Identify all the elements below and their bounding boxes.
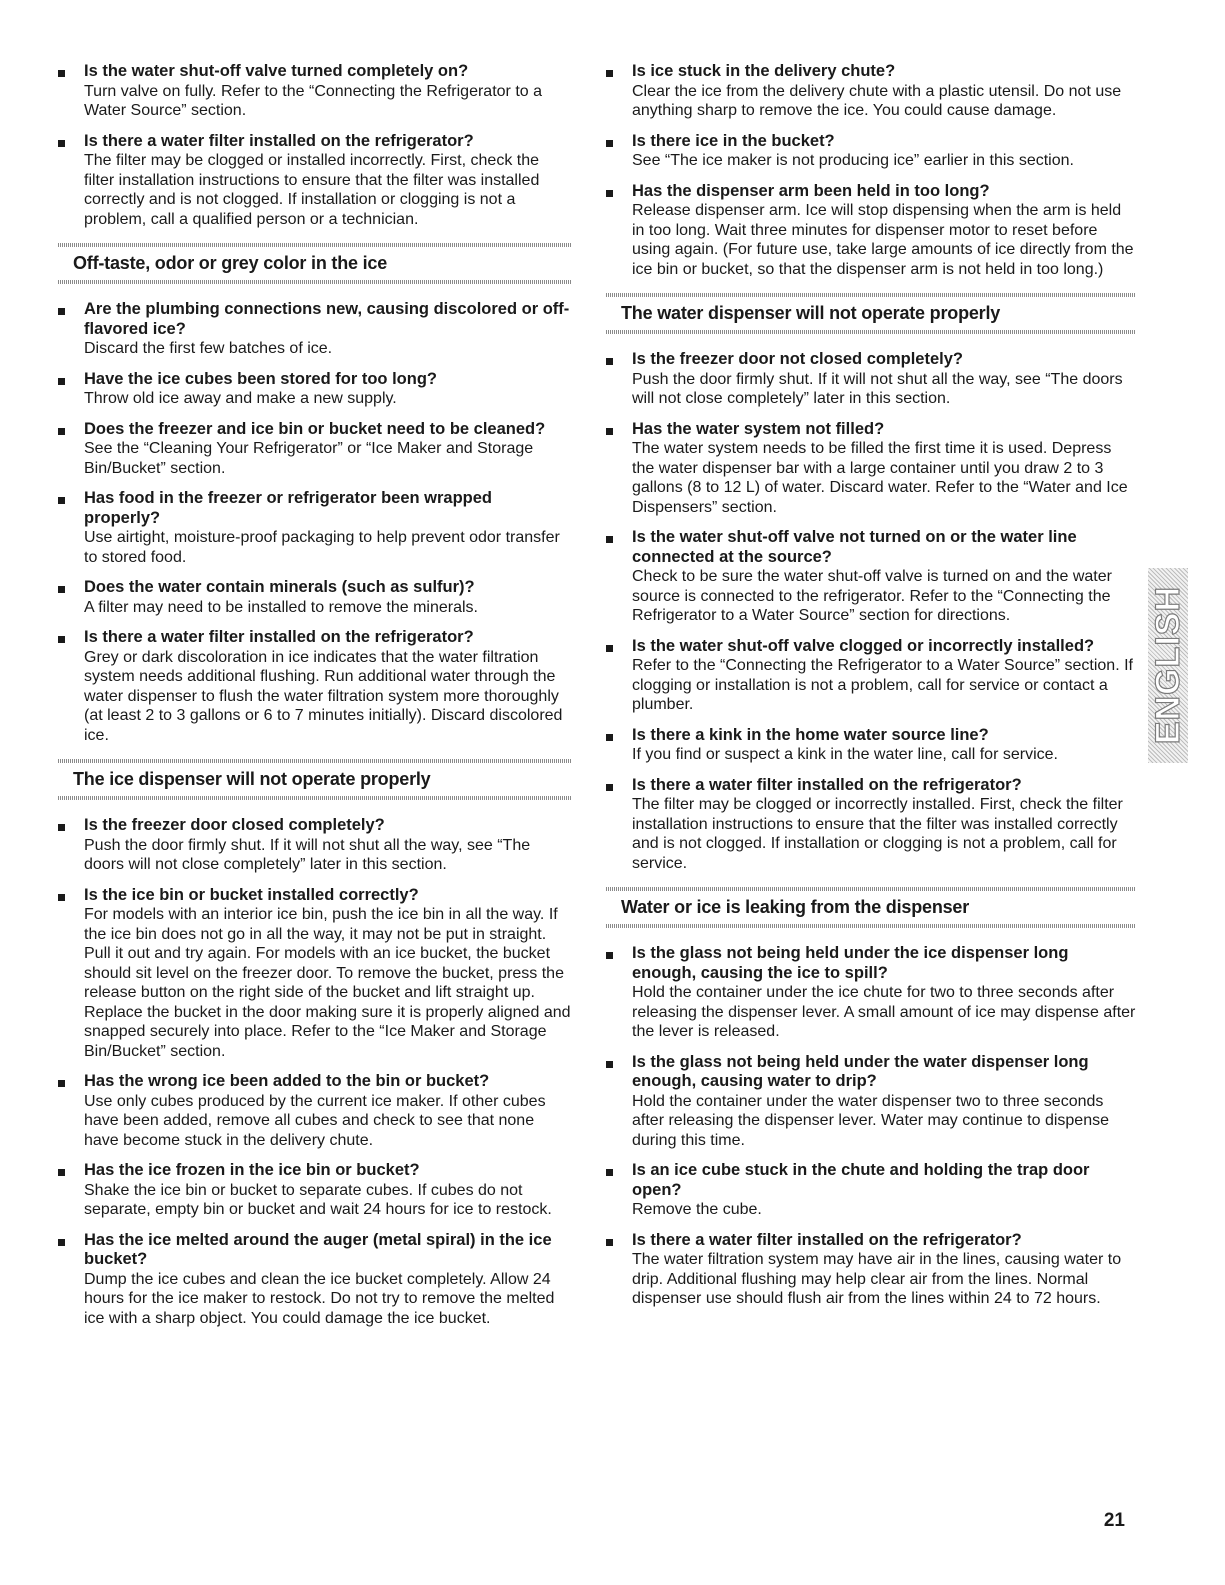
item-question: Is the glass not being held under the water dispenser long enough, causing water to drip? — [632, 1052, 1089, 1090]
section-divider — [58, 280, 572, 284]
item-answer: Clear the ice from the delivery chute with a plastic utensil. Do not use anything sharp to remove the ice. You could cause damage. — [632, 82, 1122, 119]
item-answer: See the “Cleaning Your Refrigerator” or “Ice Maker and Storage Bin/Bucket” section. — [84, 440, 534, 477]
bullet-icon — [606, 358, 613, 365]
troubleshooting-item — [58, 132, 572, 230]
item-question: Have the ice cubes been stored for too long? — [84, 369, 437, 388]
troubleshooting-item — [58, 420, 572, 479]
bullet-icon — [606, 784, 613, 791]
item-question: Is the water shut-off valve not turned on or the water line connected at the source? — [632, 528, 1077, 566]
item-question: Are the plumbing connections new, causing discolored or off-flavored ice? — [84, 300, 570, 338]
bullet-icon — [58, 70, 65, 77]
item-question: Has the water system not filled? — [632, 419, 885, 438]
bullet-icon — [58, 378, 65, 385]
bullet-icon — [606, 70, 613, 77]
bullet-icon — [606, 645, 613, 652]
item-answer: The water filtration system may have air in the lines, causing water to drip. Additional flushing may help clear air from the lines. Normal dispenser use should flush air from the lines within 24 to 72 hours. — [632, 1251, 1122, 1307]
item-question: Is there a water filter installed on the refrigerator? — [84, 131, 474, 150]
item-answer: Check to be sure the water shut-off valve is turned on and the water source is connected to the refrigerator. Refer to the “Connecting the Refrigerator to a Water Source” section for directions. — [632, 568, 1112, 624]
item-question: Has the ice melted around the auger (metal spiral) in the ice bucket? — [84, 1230, 552, 1268]
item-answer: If you find or suspect a kink in the water line, call for service. — [632, 746, 1058, 763]
bullet-icon — [606, 1169, 613, 1176]
section-title: Water or ice is leaking from the dispenser — [621, 897, 970, 917]
item-answer: Shake the ice bin or bucket to separate cubes. If cubes do not separate, empty bin or bucket and wait 24 hours for ice to restock. — [84, 1181, 552, 1218]
item-answer: Hold the container under the ice chute for two to three seconds after releasing the dispenser lever. A small amount of ice may dispense after the lever is released. — [632, 984, 1136, 1040]
item-answer: See “The ice maker is not producing ice” earlier in this section. — [632, 152, 1074, 169]
item-answer: The water system needs to be filled the first time it is used. Depress the water dispenser bar with a large container until you draw 2 to 3 gallons (8 to 12 L) of water. Discard water. Refer to the “Water and Ice Dispensers” section. — [632, 440, 1128, 516]
item-answer: Discard the first few batches of ice. — [84, 340, 333, 357]
troubleshooting-item — [58, 578, 572, 617]
troubleshooting-item — [58, 816, 572, 875]
item-question: Is there ice in the bucket? — [632, 131, 835, 150]
troubleshooting-item — [58, 886, 572, 1062]
troubleshooting-item — [606, 132, 1136, 171]
item-question: Has the wrong ice been added to the bin or bucket? — [84, 1072, 490, 1090]
page-number: 21 — [1103, 1510, 1125, 1531]
item-question: Is the water shut-off valve clogged or incorrectly installed? — [632, 636, 1095, 655]
troubleshooting-item — [58, 370, 572, 409]
bullet-icon — [58, 586, 65, 593]
bullet-icon — [58, 636, 65, 643]
item-answer: A filter may need to be installed to remove the minerals. — [84, 598, 478, 616]
troubleshooting-item — [606, 350, 1136, 409]
item-answer: Release dispenser arm. Ice will stop dispensing when the arm is held in too long. Wait three minutes for dispenser motor to reset before using again. (For future use, take large amounts of ice directly from the ice bin or bucket, so that the dispenser arm is not held in too long.) — [632, 202, 1134, 278]
item-answer: Turn valve on fully. Refer to the “Connecting the Refrigerator to a Water Source” section. — [84, 82, 543, 119]
troubleshooting-item — [58, 1231, 572, 1329]
item-answer: Remove the cube. — [632, 1201, 762, 1218]
troubleshooting-item — [606, 944, 1136, 1042]
item-answer: Push the door firmly shut. If it will not shut all the way, see “The doors will not close completely” later in this section. — [632, 370, 1123, 407]
troubleshooting-item — [606, 1053, 1136, 1151]
item-answer: Refer to the “Connecting the Refrigerator to a Water Source” section. If clogging or installation is not a problem, call for service or contact a plumber. — [632, 657, 1133, 713]
section-title: The water dispenser will not operate properly — [621, 303, 1001, 323]
section-header — [58, 243, 572, 284]
item-question: Is there a kink in the home water source line? — [632, 725, 989, 744]
item-question: Is an ice cube stuck in the chute and holding the trap door open? — [632, 1161, 1090, 1199]
bullet-icon — [606, 952, 613, 959]
troubleshooting-item — [58, 1072, 572, 1150]
bullet-icon — [606, 536, 613, 543]
bullet-icon — [58, 428, 65, 435]
troubleshooting-item — [606, 528, 1136, 626]
item-question: Is ice stuck in the delivery chute? — [632, 62, 896, 80]
troubleshooting-item — [58, 628, 572, 745]
bullet-icon — [606, 140, 613, 147]
item-question: Is the freezer door closed completely? — [84, 816, 385, 834]
bullet-icon — [606, 428, 613, 435]
item-answer: Throw old ice away and make a new supply. — [84, 390, 397, 407]
item-answer: Use airtight, moisture-proof packaging to help prevent odor transfer to stored food. — [84, 529, 560, 566]
section-divider — [58, 796, 572, 800]
item-question: Is there a water filter installed on the refrigerator? — [632, 1230, 1022, 1249]
item-answer: Use only cubes produced by the current ice maker. If other cubes have been added, remove all cubes and check to see that none have become stuck in the delivery chute. — [84, 1092, 546, 1149]
bullet-icon — [58, 497, 65, 504]
item-answer: Grey or dark discoloration in ice indicates that the water filtration system needs additional flushing. Run additional water through the water dispenser to flush the water filtration system more thoroughly (at least 2 to 3 gallons or 6 to 7 minutes initially). Discard discolored ice. — [84, 648, 563, 744]
troubleshooting-item — [606, 726, 1136, 765]
item-question: Is the freezer door not closed completely? — [632, 350, 963, 368]
item-question: Is the glass not being held under the ice dispenser long enough, causing the ice to spill? — [632, 944, 1069, 982]
section-title: Off-taste, odor or grey color in the ice — [73, 253, 388, 273]
troubleshooting-item — [606, 1231, 1136, 1309]
item-answer: Hold the container under the water dispenser two to three seconds after releasing the dispenser lever. Water may continue to dispense during this time. — [632, 1092, 1109, 1149]
troubleshooting-item — [606, 1161, 1136, 1220]
item-question: Does the freezer and ice bin or bucket need to be cleaned? — [84, 419, 546, 438]
bullet-icon — [606, 190, 613, 197]
item-answer: For models with an interior ice bin, push the ice bin in all the way. If the ice bin does not go in all the way, it may not be put in straight. Pull it out and try again. For models with an ice bucket, the bucket should sit level on the freezer door. To remove the bucket, press the release button on the right side of the bucket and lift straight up. Replace the bucket in the door making sure it is properly aligned and snapped securely into place. Refer to the “Ice Maker and Storage Bin/Bucket” section. — [84, 906, 571, 1060]
troubleshooting-item — [58, 489, 572, 567]
item-question: Has food in the freezer or refrigerator been wrapped properly? — [84, 489, 493, 527]
item-question: Is there a water filter installed on the refrigerator? — [84, 628, 474, 646]
section-header — [58, 759, 572, 800]
troubleshooting-item — [606, 182, 1136, 280]
item-question: Is the ice bin or bucket installed correctly? — [84, 885, 419, 904]
bullet-icon — [606, 1061, 613, 1068]
item-answer: Dump the ice cubes and clean the ice bucket completely. Allow 24 hours for the ice maker to restock. Do not try to remove the melted ice with a sharp object. You could damage the ice bucket. — [84, 1270, 555, 1327]
bullet-icon — [58, 308, 65, 315]
item-question: Has the ice frozen in the ice bin or bucket? — [84, 1161, 420, 1179]
troubleshooting-item — [606, 62, 1136, 121]
bullet-icon — [58, 894, 65, 901]
bullet-icon — [58, 824, 65, 831]
bullet-icon — [58, 140, 65, 147]
troubleshooting-item — [606, 637, 1136, 715]
bullet-icon — [606, 1239, 613, 1246]
language-tab — [1148, 568, 1188, 763]
item-question: Has the dispenser arm been held in too long? — [632, 181, 990, 200]
bullet-icon — [58, 1239, 65, 1246]
left-column — [58, 62, 572, 1339]
right-column — [606, 62, 1136, 1320]
bullet-icon — [58, 1169, 65, 1176]
troubleshooting-item — [606, 776, 1136, 874]
section-divider — [606, 330, 1136, 334]
section-title: The ice dispenser will not operate properly — [73, 769, 431, 789]
bullet-icon — [606, 734, 613, 741]
item-answer: The filter may be clogged or installed incorrectly. First, check the filter installation instructions to ensure that the filter was installed correctly and is not clogged. If installation or clogging is not a problem, call a qualified person or a technician. — [84, 152, 540, 228]
troubleshooting-item — [606, 420, 1136, 518]
bullet-icon — [58, 1080, 65, 1087]
section-divider — [606, 924, 1136, 928]
language-tab-label: ENGLISH — [1148, 586, 1187, 745]
troubleshooting-item — [58, 62, 572, 121]
item-answer: Push the door firmly shut. If it will not shut all the way, see “The doors will not close completely” later in this section. — [84, 836, 531, 873]
item-answer: The filter may be clogged or incorrectly installed. First, check the filter installation instructions to ensure that the filter was installed correctly and is not clogged. If installation or clogging is not a problem, call for service. — [632, 796, 1123, 872]
item-question: Is there a water filter installed on the refrigerator? — [632, 775, 1022, 794]
item-question: Does the water contain minerals (such as sulfur)? — [84, 578, 475, 596]
section-header — [606, 293, 1136, 334]
section-header — [606, 887, 1136, 928]
troubleshooting-item — [58, 1161, 572, 1220]
troubleshooting-item — [58, 300, 572, 359]
item-question: Is the water shut-off valve turned completely on? — [84, 62, 469, 80]
